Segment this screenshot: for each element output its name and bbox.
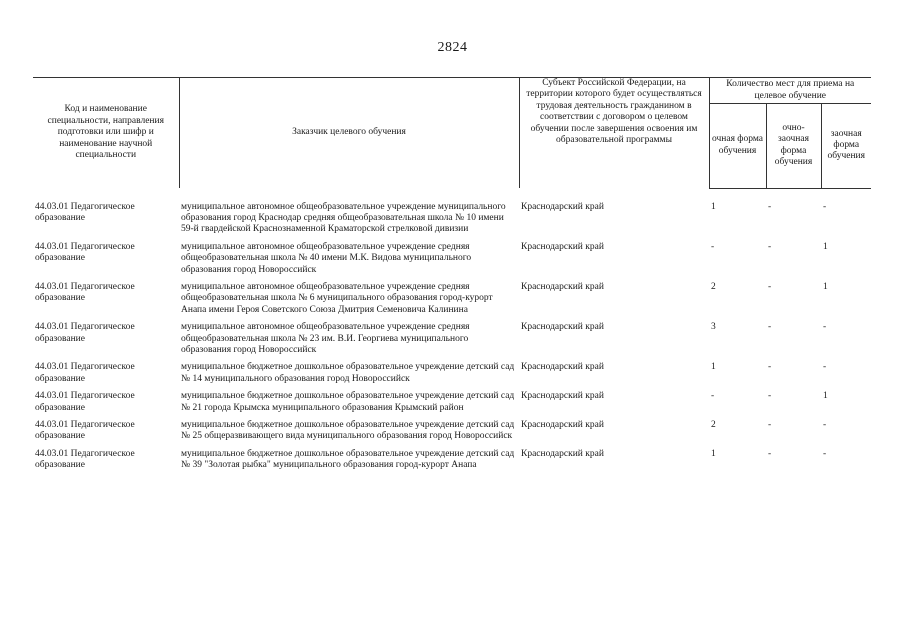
table-row [33,242,871,282]
row-extramural: - [823,448,827,459]
row-code: 44.03.01 Педагогическое образование [35,322,135,344]
row-region: Краснодарский край [521,448,604,459]
row-code: 44.03.01 Педагогическое образование [35,448,135,471]
page-number: 2824 [437,40,468,55]
table-row [33,391,871,420]
table-row [33,449,871,478]
row-customer: муниципальное бюджетное дошкольное образовательное учреждение детский сад № 25 общеразвивающего вида муниципального образования город Новороссийск [181,420,515,442]
row-extramural: 1 [823,241,828,252]
row-region: Краснодарский край [521,281,604,292]
row-extramural: - [823,201,827,212]
row-region: Краснодарский край [521,322,604,333]
row-part-time: - [768,448,772,459]
row-customer: муниципальное автономное общеобразовательное учреждение муниципального образования город Краснодар средняя общеобразовательная школа № 10 имени 59-й гвардейской Краснознаменной Краматорской стрелковой дивизии [181,201,506,235]
table-row [33,420,871,449]
row-extramural: - [823,420,827,430]
row-part-time: - [768,362,772,373]
row-code: 44.03.01 Педагогическое образование [35,391,135,413]
row-full-time: - [711,391,715,402]
header-full-time: очная форма обучения [709,104,766,189]
header-places: Количество мест для приема на целевое обучение [709,78,871,104]
table-row [33,362,871,391]
row-customer: муниципальное бюджетное дошкольное образовательное учреждение детский сад № 39 "Золотая рыбка" муниципального образования город-курорт Анапа [181,448,515,471]
table-row [33,202,871,242]
row-code: 44.03.01 Педагогическое образование [35,362,135,384]
header-part-time: очно-заочная форма обучения [766,104,821,189]
table-row [33,322,871,362]
row-extramural: 1 [823,391,828,402]
row-code: 44.03.01 Педагогическое образование [35,281,135,304]
row-region: Краснодарский край [521,241,604,252]
row-part-time: - [768,281,772,292]
row-full-time: 1 [711,201,716,212]
row-customer: муниципальное автономное общеобразовательное учреждение средняя общеобразовательная школа № 23 им. В.И. Георгиева муниципального образования город Новороссийск [181,322,470,355]
row-region: Краснодарский край [521,201,604,212]
row-region: Краснодарский край [521,391,604,402]
row-extramural: 1 [823,281,828,292]
row-code: 44.03.01 Педагогическое образование [35,201,135,223]
header-extramural: заочная форма обучения [821,104,871,189]
row-code: 44.03.01 Педагогическое образование [35,420,135,442]
row-part-time: - [768,420,772,430]
row-full-time: 1 [711,362,716,373]
row-customer: муниципальное автономное общеобразовательное учреждение средняя общеобразовательная школа № 40 имени М.К. Видова муниципального образования город Новороссийск [181,241,472,275]
header-customer: Заказчик целевого обучения [179,78,519,189]
row-full-time: - [711,241,715,252]
row-extramural: - [823,362,827,373]
row-part-time: - [768,322,772,333]
row-part-time: - [768,201,772,212]
row-part-time: - [768,241,772,252]
header-subject: Субъект Российской Федерации, на территории которого будет осуществляться трудовая деятельность гражданином в соответствии с договором о целевом обучении после завершения освоения им образовательной программы [519,78,709,189]
row-customer: муниципальное автономное общеобразовательное учреждение средняя общеобразовательная школа № 6 муниципального образования город-курорт Анапа имени Героя Советского Союза Дмитрия Семеновича Калинина [181,281,493,315]
row-region: Краснодарский край [521,420,604,430]
row-part-time: - [768,391,772,402]
row-extramural: - [823,322,827,333]
row-customer: муниципальное бюджетное дошкольное образовательное учреждение детский сад № 21 города Крымска муниципального образования Крымский район [181,391,515,413]
target-training-table [33,77,871,478]
table-row [33,282,871,322]
row-full-time: 1 [711,448,716,459]
row-customer: муниципальное бюджетное дошкольное образовательное учреждение детский сад № 14 муниципального образования город Новороссийск [181,362,515,384]
row-code: 44.03.01 Педагогическое образование [35,241,135,264]
row-full-time: 2 [711,420,716,430]
row-full-time: 3 [711,322,716,333]
row-region: Краснодарский край [521,362,604,373]
row-full-time: 2 [711,281,716,292]
header-code: Код и наименование специальности, направления подготовки или шифр и наименование научной специальности [33,78,179,189]
